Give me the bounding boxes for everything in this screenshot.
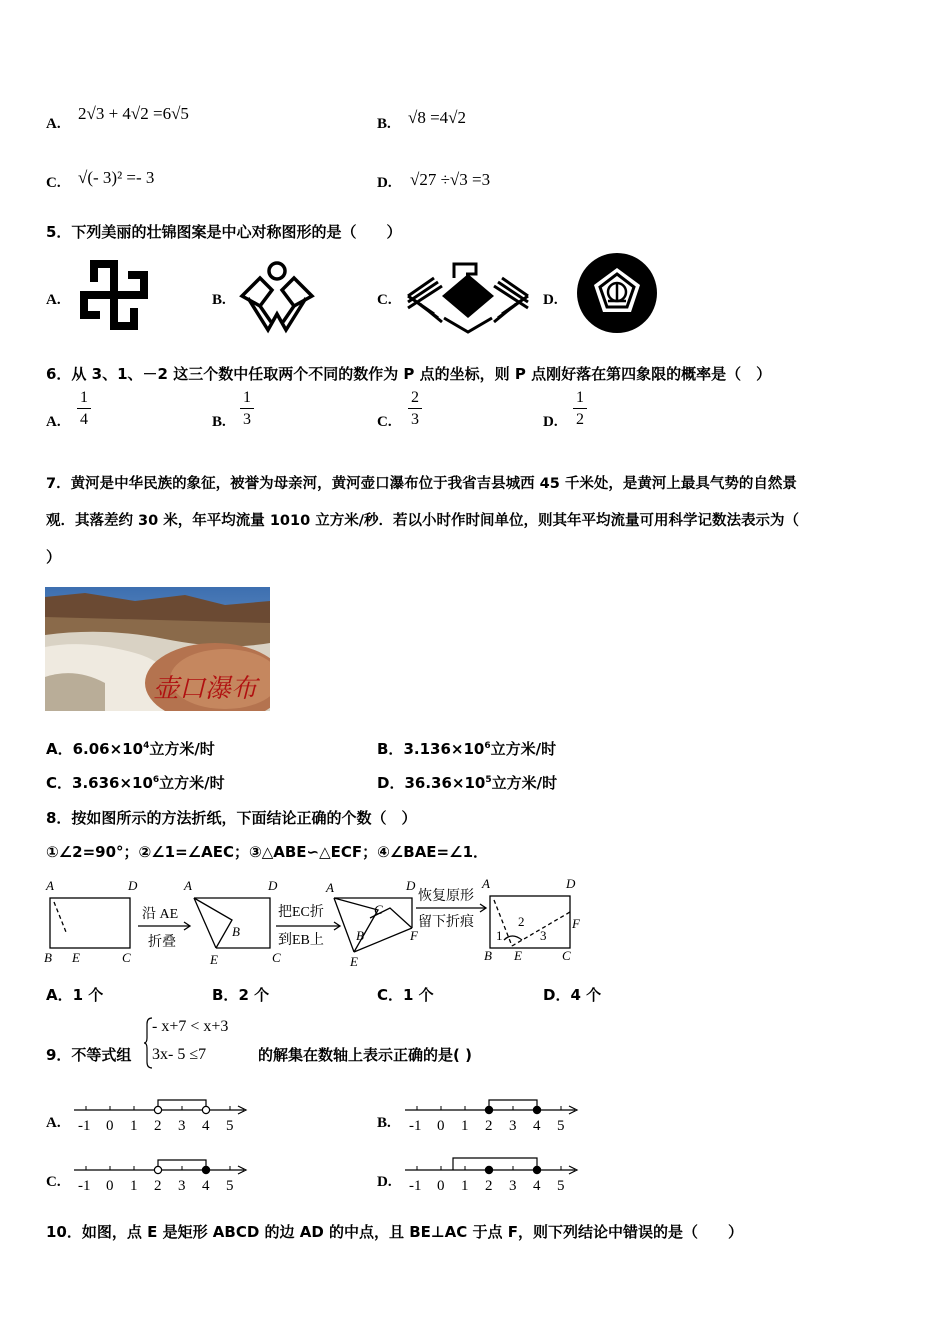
q9-number-line-a xyxy=(72,1094,252,1136)
p4-label-c: C xyxy=(562,948,571,963)
tick-label: 4 xyxy=(533,1118,541,1134)
q7-stem-line-3: ） xyxy=(46,548,62,566)
open-endpoint xyxy=(202,1106,209,1113)
tick-label: 5 xyxy=(557,1178,565,1194)
tick-label: 3 xyxy=(178,1178,186,1194)
q8-option-b-text: 2 个 xyxy=(238,986,270,1004)
q9-option-b-label: B. xyxy=(377,1115,391,1131)
q7-option-d xyxy=(377,772,557,793)
paper-folding-diagram xyxy=(44,876,594,968)
q6-option-d-fraction xyxy=(573,389,587,428)
q8-option-d-label: D． xyxy=(543,986,571,1004)
p4-angle-1: 1 xyxy=(496,928,503,943)
tick-label: -1 xyxy=(78,1118,91,1134)
open-endpoint xyxy=(154,1166,161,1173)
p3-label-b: B xyxy=(356,928,364,943)
q7-option-d-exponent: 5 xyxy=(485,775,492,785)
q4-option-b-label: B. xyxy=(377,116,391,132)
q9-number-line-c xyxy=(72,1154,252,1196)
p2-label-d: D xyxy=(268,878,278,893)
arrow2-top-text: 把EC折 xyxy=(278,905,324,920)
q7-option-c-label: C． xyxy=(46,774,73,792)
p3-label-d: D xyxy=(406,878,416,893)
p4-label-e: E xyxy=(514,948,522,963)
closed-endpoint xyxy=(485,1166,492,1173)
tick-label: 1 xyxy=(461,1118,469,1134)
solution-bracket xyxy=(453,1158,537,1170)
q7-option-a-mantissa: 6.06×10 xyxy=(72,740,144,758)
q7-stem-line-1: 7．黄河是中华民族的象征，被誉为母亲河，黄河壶口瀑布位于我省吉县城西 45 千米处，是黄河上最具气势的自然景 xyxy=(46,476,797,492)
tick-label: 5 xyxy=(557,1118,565,1134)
p4-label-d: D xyxy=(566,876,576,891)
q10-stem: 10．如图，点 E 是矩形 ABCD 的边 AD 的中点，且 BE⊥AC 于点 F，则下列结论中错误的是（ ） xyxy=(46,1223,743,1241)
q8-option-c xyxy=(377,984,434,1005)
q7-option-b-exponent: 6 xyxy=(484,741,491,751)
tick-label: 2 xyxy=(154,1118,162,1134)
tick-label: 1 xyxy=(130,1178,138,1194)
tick-label: 3 xyxy=(178,1118,186,1134)
q7-option-a xyxy=(46,738,215,759)
p4-label-f: F xyxy=(572,916,580,931)
tick-label: 2 xyxy=(485,1118,493,1134)
q7-option-c xyxy=(46,772,225,793)
closed-endpoint xyxy=(533,1106,540,1113)
tick-label: 4 xyxy=(533,1178,541,1194)
q8-option-b-label: B． xyxy=(212,986,239,1004)
arrow3-top-text: 恢复原形 xyxy=(418,889,474,904)
zhuang-brocade-pattern-d xyxy=(574,252,660,334)
q5-option-c-label: C. xyxy=(377,292,392,308)
q8-option-a-text: 1 个 xyxy=(72,986,104,1004)
q6-option-c-numerator: 2 xyxy=(411,389,419,406)
closed-endpoint xyxy=(485,1106,492,1113)
tick-label: 1 xyxy=(461,1178,469,1194)
q7-option-a-label: A． xyxy=(46,740,73,758)
tick-label: 2 xyxy=(485,1178,493,1194)
p1-label-a: A xyxy=(46,878,54,893)
q8-option-d-text: 4 个 xyxy=(570,986,602,1004)
tick-label: -1 xyxy=(78,1178,91,1194)
q8-option-a xyxy=(46,984,103,1005)
q6-option-d-denominator: 2 xyxy=(576,411,584,428)
p3-label-c: C xyxy=(374,902,383,917)
tick-label: 0 xyxy=(437,1118,445,1134)
hukou-waterfall-photo xyxy=(45,587,270,711)
tick-label: -1 xyxy=(409,1118,422,1134)
q8-option-a-label: A． xyxy=(46,986,73,1004)
q6-option-d-label: D. xyxy=(543,414,558,430)
p3-label-e: E xyxy=(350,954,358,968)
waterfall-inscription: 壶口瀑布 xyxy=(153,674,258,703)
q8-conclusions: ①∠2=90°；②∠1=∠AEC；③△ABE∽△ECF；④∠BAE=∠1． xyxy=(46,843,489,861)
q4-option-c-expr: √(- 3)² =- 3 xyxy=(78,168,155,187)
tick-label: 3 xyxy=(509,1118,517,1134)
q6-option-b-fraction xyxy=(240,389,254,428)
p3-label-f: F xyxy=(410,928,418,943)
p4-angle-3: 3 xyxy=(540,928,547,943)
q6-option-b-denominator: 3 xyxy=(243,411,251,428)
q8-option-d xyxy=(543,984,601,1005)
q8-option-c-text: 1 个 xyxy=(403,986,434,1004)
p1-label-b: B xyxy=(44,950,52,965)
q9-option-d-label: D. xyxy=(377,1174,392,1190)
q5-stem: 5．下列美丽的壮锦图案是中心对称图形的是（ ） xyxy=(46,223,402,241)
tick-label: 5 xyxy=(226,1118,234,1134)
tick-label: 5 xyxy=(226,1178,234,1194)
q4-option-d-label: D. xyxy=(377,175,392,191)
open-endpoint xyxy=(154,1106,161,1113)
zhuang-brocade-pattern-c xyxy=(404,256,532,334)
q4-option-a-expr: 2√3 + 4√2 =6√5 xyxy=(78,104,189,123)
q6-option-a-denominator: 4 xyxy=(80,411,88,428)
tick-label: 2 xyxy=(154,1178,162,1194)
tick-label: 0 xyxy=(106,1118,114,1134)
q7-option-a-unit: 立方米/时 xyxy=(149,740,215,758)
q5-option-d-label: D. xyxy=(543,292,558,308)
q6-option-b-label: B. xyxy=(212,414,226,430)
q7-option-c-unit: 立方米/时 xyxy=(159,774,225,792)
q7-option-d-label: D． xyxy=(377,774,405,792)
p1-label-d: D xyxy=(128,878,138,893)
q9-number-line-d xyxy=(403,1154,583,1196)
q7-option-d-unit: 立方米/时 xyxy=(491,774,558,792)
tick-label: 4 xyxy=(202,1118,210,1134)
q9-inequality-2: 3x- 5 ≤7 xyxy=(152,1046,207,1063)
tick-label: 3 xyxy=(509,1178,517,1194)
q6-option-d-numerator: 1 xyxy=(576,389,584,406)
p4-label-a: A xyxy=(482,876,490,891)
q6-stem: 6．从 3、1、－2 这三个数中任取两个不同的数作为 P 点的坐标，则 P 点刚好落在第四象限的概率是（ ） xyxy=(46,365,772,383)
p2-label-e: E xyxy=(210,952,218,967)
q9-stem-post: 的解集在数轴上表示正确的是( ) xyxy=(258,1046,472,1064)
closed-endpoint xyxy=(202,1166,209,1173)
tick-label: 0 xyxy=(106,1178,114,1194)
q6-option-a-numerator: 1 xyxy=(80,389,88,406)
q7-option-b-unit: 立方米/时 xyxy=(490,740,557,758)
q6-option-b-numerator: 1 xyxy=(243,389,251,406)
q9-inequality-1: - x+7 < x+3 xyxy=(152,1018,229,1035)
q7-option-d-mantissa: 36.36×10 xyxy=(404,774,486,792)
q6-option-c-denominator: 3 xyxy=(411,411,419,428)
q4-option-b-expr: √8 =4√2 xyxy=(408,108,466,127)
p1-label-e: E xyxy=(72,950,80,965)
q7-option-b xyxy=(377,738,556,759)
closed-endpoint xyxy=(533,1166,540,1173)
tick-label: 1 xyxy=(130,1118,138,1134)
p1-label-c: C xyxy=(122,950,131,965)
q7-option-c-mantissa: 3.636×10 xyxy=(72,774,153,792)
p2-label-c: C xyxy=(272,950,281,965)
q8-option-c-label: C． xyxy=(377,986,404,1004)
q9-option-a-label: A. xyxy=(46,1115,61,1131)
p4-label-b: B xyxy=(484,948,492,963)
q9-stem-pre: 9．不等式组 xyxy=(46,1046,132,1064)
zhuang-brocade-pattern-a xyxy=(76,256,152,334)
q7-option-a-exponent: 4 xyxy=(143,741,150,751)
q9-number-line-b xyxy=(403,1094,583,1136)
q5-option-b-label: B. xyxy=(212,292,226,308)
q7-option-c-exponent: 6 xyxy=(152,775,160,785)
q7-option-b-mantissa: 3.136×10 xyxy=(403,740,485,758)
q6-option-a-fraction xyxy=(77,389,91,428)
q4-option-d-expr: √27 ÷√3 =3 xyxy=(410,170,491,189)
p4-angle-2: 2 xyxy=(518,914,525,929)
tick-label: -1 xyxy=(409,1178,422,1194)
q7-option-b-label: B． xyxy=(377,740,404,758)
q5-option-a-label: A. xyxy=(46,292,61,308)
q6-option-a-label: A. xyxy=(46,414,61,430)
tick-label: 4 xyxy=(202,1178,210,1194)
q4-option-a-label: A. xyxy=(46,116,61,132)
q6-option-c-label: C. xyxy=(377,414,392,430)
q8-option-b xyxy=(212,984,269,1005)
q8-stem: 8．按如图所示的方法折纸，下面结论正确的个数（ ） xyxy=(46,809,417,827)
p2-label-a: A xyxy=(184,878,192,893)
tick-label: 0 xyxy=(437,1178,445,1194)
p2-label-b: B xyxy=(232,924,240,939)
q6-option-c-fraction xyxy=(408,389,422,428)
p3-label-a: A xyxy=(326,880,334,895)
q7-stem-line-2: 观．其落差约 30 米，年平均流量 1010 立方米/秒．若以小时作时间单位，则其年平均流量可用科学记数法表示为（ xyxy=(46,513,800,529)
arrow1-top-text: 沿 AE xyxy=(142,907,179,922)
arrow1-bottom-text: 折叠 xyxy=(148,935,176,950)
arrow2-bottom-text: 到EB上 xyxy=(278,933,324,948)
zhuang-brocade-pattern-b xyxy=(238,258,316,334)
q4-option-c-label: C. xyxy=(46,175,61,191)
arrow3-bottom-text: 留下折痕 xyxy=(418,915,474,930)
q9-option-c-label: C. xyxy=(46,1174,61,1190)
